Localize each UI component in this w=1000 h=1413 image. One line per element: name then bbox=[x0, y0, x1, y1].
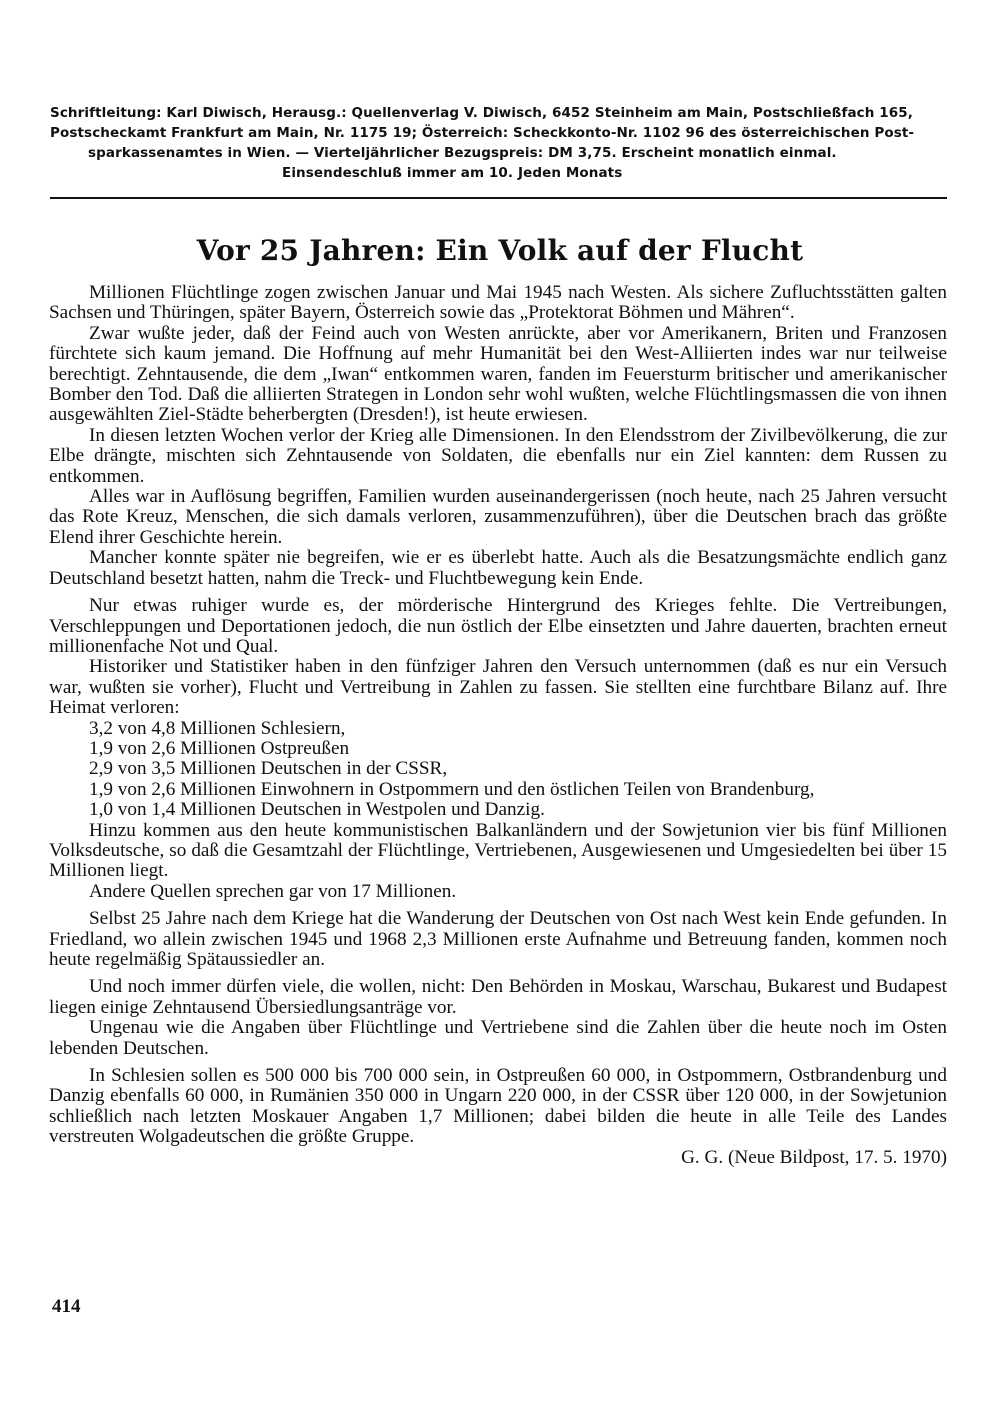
loss-statistics-list bbox=[49, 719, 947, 821]
header-divider bbox=[50, 197, 947, 199]
paragraph: In Schlesien sollen es 500 000 bis 700 000 sein, in Ostpreußen 60 000, in Ostpommern, Ostbrandenburg und Danzig ebenfalls 60 000, in Rumänien 350 000 in Ungarn 220 000, in der CSSR über 120 000, in der Sowjetunion schließlich nach letzten Moskauer Angaben 1,7 Millionen; dabei bilden die heute in alle Teile des Landes verstreuten Wolgadeutschen die größte Gruppe. bbox=[49, 1065, 947, 1148]
masthead-imprint bbox=[50, 103, 955, 183]
paragraph: Ungenau wie die Angaben über Flüchtlinge und Vertriebene sind die Zahlen über die heute noch im Osten lebenden Deutschen. bbox=[49, 1017, 947, 1059]
paragraph: Millionen Flüchtlinge zogen zwischen Januar und Mai 1945 nach Westen. Als sichere Zufluchtsstätten galten Sachsen und Thüringen, später Bayern, Österreich sowie das „Protektorat Böhmen und Mähren“. bbox=[49, 282, 947, 324]
masthead-line: Postscheckamt Frankfurt am Main, Nr. 1175 19; Österreich: Scheckkonto-Nr. 1102 96 des österreichischen Post- bbox=[50, 125, 915, 141]
signature-row bbox=[49, 1148, 947, 1168]
article-body bbox=[49, 283, 947, 1168]
list-item: 2,9 von 3,5 Millionen Deutschen in der CSSR, bbox=[89, 758, 448, 780]
paragraph: Alles war in Auflösung begriffen, Familien wurden auseinandergerissen (noch heute, nach 25 Jahren versucht das Rote Kreuz, Menschen, die sich damals verloren, zusammenzuführen), über die Deutschen brach das größte Elend ihrer Geschichte herein. bbox=[49, 486, 947, 548]
paragraph: Historiker und Statistiker haben in den fünfziger Jahren den Versuch unternommen (daß es nur ein Versuch war, wußten sie vorher), Flucht und Vertreibung in Zahlen zu fassen. Sie stellten eine furchtbare Bilanz auf. Ihre Heimat verloren: bbox=[49, 656, 947, 719]
list-item: 1,9 von 2,6 Millionen Ostpreußen bbox=[89, 737, 350, 759]
paragraph: Hinzu kommen aus den heute kommunistischen Balkanländern und der Sowjetunion vier bis fünf Millionen Volksdeutsche, so daß die Gesamtzahl der Flüchtlinge, Vertriebenen, Ausgewiesenen und Umgesiedelten bei über 15 Millionen liegt. bbox=[49, 819, 947, 882]
paragraph: Selbst 25 Jahre nach dem Kriege hat die Wanderung der Deutschen von Ost nach West kein Ende gefunden. In Friedland, wo allein zwischen 1945 und 1968 2,3 Millionen erste Aufnahme und Betreuung fanden, kommen noch heute regelmäßig Spätaussiedler an. bbox=[49, 908, 947, 970]
paragraph: Zwar wußte jeder, daß der Feind auch von Westen anrückte, aber vor Amerikanern, Briten und Franzosen fürchtete sich kaum jemand. Die Hoffnung auf mehr Humanität bei den West-Alliierten indes war nur teilweise berechtigt. Zehntausende, die dem „Iwan“ entkommen waren, fanden im Feuersturm britischer und amerikanischer Bomber den Tod. Daß die alliierten Strategen in London sehr wohl wußten, welche Flüchtlingsmassen die von ihnen ausgewählten Ziel-Städte beherbergten (Dresden!), ist heute erwiesen. bbox=[49, 322, 947, 426]
page-number: 414 bbox=[52, 1296, 81, 1317]
paragraph: Nur etwas ruhiger wurde es, der mörderische Hintergrund des Krieges fehlte. Die Vertreibungen, Verschleppungen und Deportationen jedoch, die nun östlich der Elbe einsetzten und Jahre dauerten, brachten erneut millionenfache Not und Qual. bbox=[49, 595, 947, 657]
source-signature: G. G. (Neue Bildpost, 17. 5. 1970) bbox=[681, 1146, 947, 1168]
list-item: 1,0 von 1,4 Millionen Deutschen in Westpolen und Danzig. bbox=[89, 799, 545, 821]
list-item: 3,2 von 4,8 Millionen Schlesiern, bbox=[89, 717, 346, 739]
masthead-line: Einsendeschluß immer am 10. Jeden Monats bbox=[282, 165, 623, 181]
masthead-line: Schriftleitung: Karl Diwisch, Herausg.: Quellenverlag V. Diwisch, 6452 Steinheim am Main, Postschließfach 165, bbox=[50, 105, 913, 121]
masthead-line: sparkassenamtes in Wien. — Vierteljährlicher Bezugspreis: DM 3,75. Erscheint monatlich einmal. bbox=[88, 145, 837, 161]
paragraph: Und noch immer dürfen viele, die wollen, nicht: Den Behörden in Moskau, Warschau, Bukarest und Budapest liegen einige Zehntausend Übersiedlungsanträge vor. bbox=[49, 976, 947, 1018]
article-title: Vor 25 Jahren: Ein Volk auf der Flucht bbox=[196, 234, 804, 267]
paragraph: In diesen letzten Wochen verlor der Krieg alle Dimensionen. In den Elendsstrom der Zivilbevölkerung, die zur Elbe drängte, mischten sich Zehntausende von Soldaten, die ebenfalls nur ein Ziel kannten: dem Russen zu entkommen. bbox=[49, 424, 947, 487]
paragraph: Mancher konnte später nie begreifen, wie er es überlebt hatte. Auch als die Besatzungsmächte endlich ganz Deutschland besetzt hatten, nahm die Treck- und Fluchtbewegung kein Ende. bbox=[49, 547, 947, 589]
list-item: 1,9 von 2,6 Millionen Einwohnern in Ostpommern und den östlichen Teilen von Brandenburg, bbox=[89, 778, 815, 800]
paragraph: Andere Quellen sprechen gar von 17 Millionen. bbox=[89, 880, 457, 902]
